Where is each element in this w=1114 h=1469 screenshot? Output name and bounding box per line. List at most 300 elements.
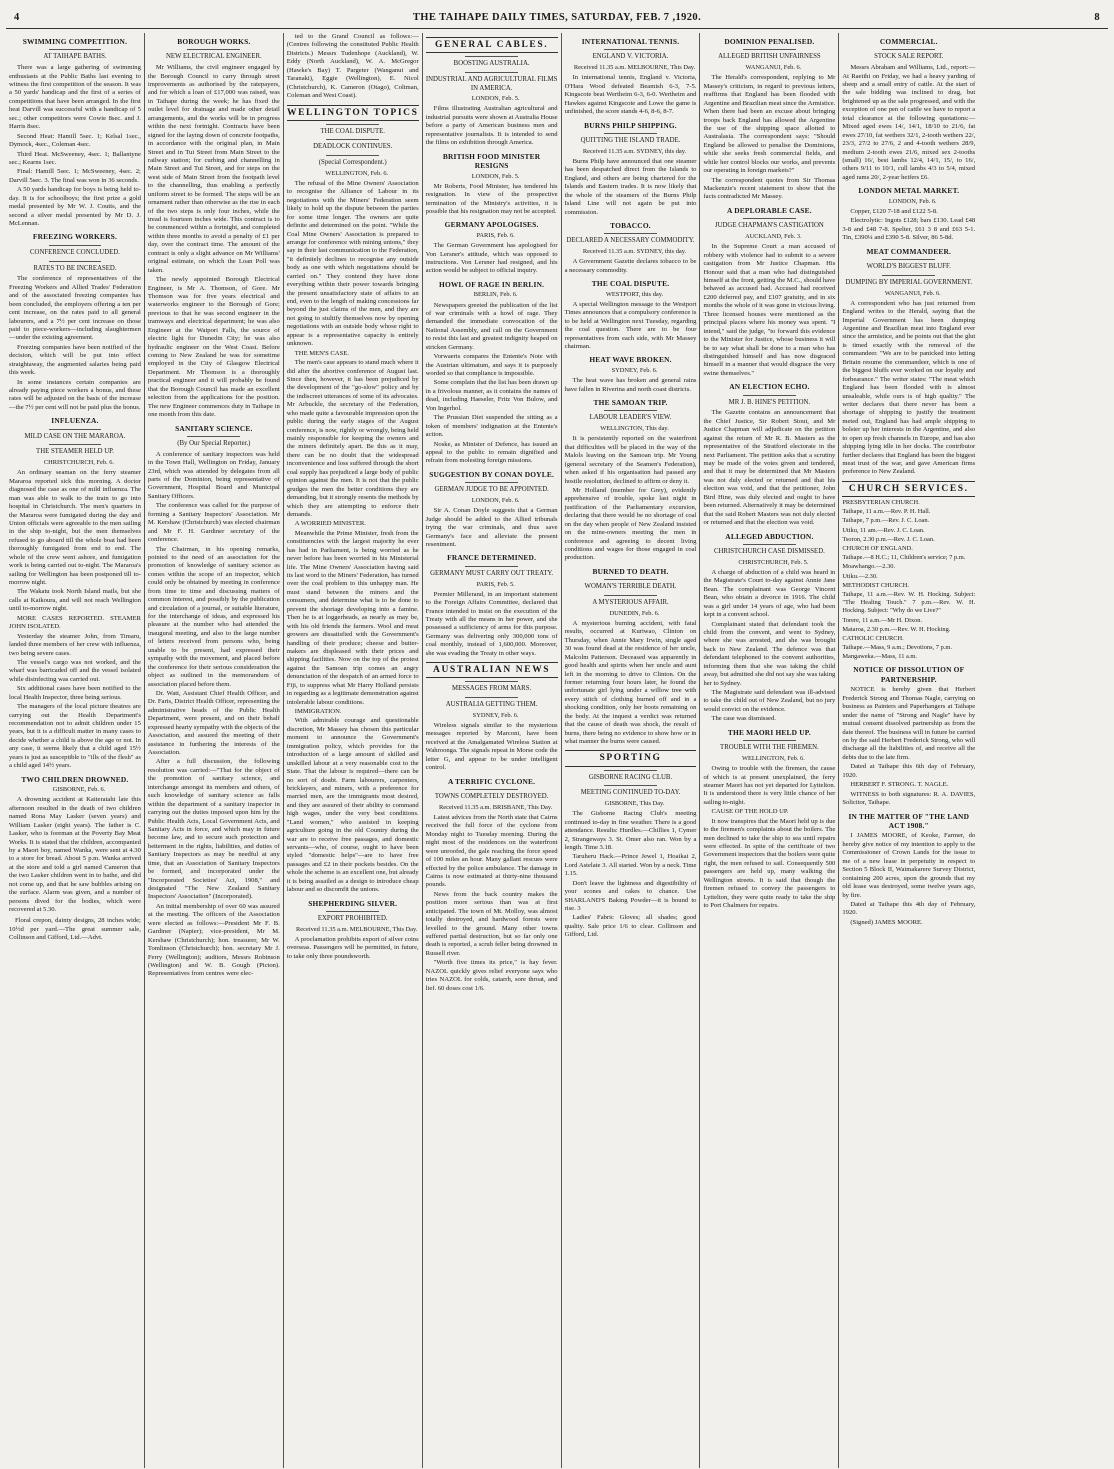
divider (326, 155, 379, 156)
paragraph: Taruheru Hack.—Prince Jewel 1, Hoaikai 2, Lord Astelate 3. All started. Won by a neck. Time 1.15. (564, 853, 697, 878)
masthead (6, 6, 1108, 29)
article-headline: CHURCH SERVICES. (842, 481, 975, 497)
article-body (426, 242, 558, 276)
article (287, 899, 419, 962)
article-headline: THE COAL DISPUTE. (591, 279, 670, 289)
article-body (426, 722, 558, 773)
divider (49, 49, 102, 50)
article-dateline: LONDON, Feb. 6. (471, 497, 520, 504)
article-subheading: CONFERENCE CONCLUDED. (30, 248, 120, 256)
article-body (842, 208, 975, 243)
article-headline: THE SAMOAN TRIP. (593, 397, 668, 407)
article-body (565, 620, 697, 747)
paragraph: A 50 yards handicap for boys is being held to-day. It is for schoolboys; the first prize a gold medal presented by Mr W. J. Coutts, and the second a silver medal presented by Mr D. J. McLennan. (9, 186, 141, 228)
article-body (703, 74, 835, 202)
paragraph: Newspapers greeted the publication of the list of war criminals with a howl of rage. They demanded the immediate convocation of the National Assembly, and call on the Government to resist this last and greatest indignity heaped on stricken Germany. (425, 301, 558, 351)
article-dateline: CHRISTCHURCH, Feb. 5. (738, 558, 809, 566)
paragraph: Mr Roberts, Food Minister, has tendered his resignation. In view of the prospective termination of the Ministry's activities, it is possible that his resignation may not be accepted. (425, 182, 558, 216)
divider (604, 133, 657, 134)
paragraph: The Gisborne Racing Club's meeting continued to-day in fine weather. There is a good attendance. Results: Hurdles.—Chillies 1, Cymer 2, Strangeways 3. St. Omer also ran. Won by a length. Time 3.18. (564, 810, 697, 851)
article-dateline: GISBORNE, Feb. 6. (52, 786, 106, 794)
article-dateline: BERLIN, Feb. 6. (473, 291, 518, 299)
article-body (565, 158, 697, 217)
article (565, 355, 697, 394)
paragraph: Wireless signals similar to the mysterious messages reported by Marconi, have been received at the Amalgamated Wireless Station at Wahroonga. The signals repeat in Morse code the letter G, and appear to be under intelligent control. (425, 721, 558, 772)
article (148, 424, 280, 979)
listing-line: Utiku, 11 am.—Rev. J. C. Loan. (842, 526, 925, 534)
article (426, 470, 558, 550)
page-number: 8 (1094, 11, 1100, 23)
paragraph: WITNESS to both signatures: R. A. DAVIES, Solicitor, Taihape. (842, 790, 976, 807)
divider (49, 444, 102, 445)
paragraph: MORE CASES REPORTED. STEAMER JOHN ISOLATED. (9, 614, 141, 631)
paragraph: Premier Millerand, in an important statement to the Foreign Affairs Committee, declared that France intended to insist on the execution of the Treaty with all the means in her power, and she possessed a sufficiency of arms for this purpose. Germany was delivering only 300,000 tons of coal monthly, instead of 1,600,000. Moreover, she was evading the Treaty in other ways. (425, 590, 558, 657)
paragraph: An ordinary seaman on the ferry steamer Mararoa reported sick this morning. A doctor diagnosed the case as one of mild influenza. The man was able to walk to the train to go into hospital in Christchurch. The men's quarters in the Mararoa were fumigated during the day and Union officials were agreeable to the men sailing in the ship to-night, but the men themselves refused to go aboard till the whole boat had been thoroughly fumigated from end to end. The whole of the crew went ashore, and fumigation work is being carried out to-night. The Mararoa's sailing for Wellington has been postponed till to-morrow night. (9, 469, 141, 587)
article-body (287, 33, 419, 101)
article-subheading: MR J. B. HINE'S PETITION. (728, 398, 811, 406)
article-subheading: QUITTING THE ISLAND TRADE. (580, 137, 681, 144)
article-dateline: WANGANUI, Feb. 6. (745, 64, 802, 72)
article-subheading: TOWNS COMPLETELY DESTROYED. (434, 793, 549, 801)
article-subheading: DUMPING BY IMPERIAL GOVERNMENT. (845, 278, 973, 286)
paragraph: A correspondent who has just returned from England writes to the Herald, saying that the Imperial Government has been dumping Argentine and Brazilian meat into England ever since the armistice, and he points out that the glut is timed exactly with the removal of the commandeer. "We are to be panicked into letting Britain resume the commandeer, which is one of the biggest bluffs ever worked on our loyalty and forbearance." The writer states: "The meat which England has been flooded with is almost unsaleable, while ours is of high quality." The writer declares that there never has been a shortage of shipping to justify the treatment meted out, England has had ample shipping to bolster up her interests in the Argentine, and also to open up fresh channels in Europe, and has also shipping lying idle in her docks. The contributor further declares that England has been the biggest meat trust of the war, and gave American firms preference to New Zealand. (842, 299, 976, 476)
paragraph: The Magistrate said defendant was ill-advised to take the child out of New Zealand, but no jury would convict on the evidence. (703, 689, 836, 713)
article (703, 37, 835, 202)
paragraph: An initial membership of over 60 was assured at the meeting. The officers of the Association were elected as follows:—President Mr F. B. Gardiner (Napier); vice-president, Mr M. Kershaw (Christchurch); hon. treasurer, Mr W. Tomlinson (Christchurch); hon. secretary Mr J. Ferry (Wellington); auditors, Messrs Robinson (Wellington) and W. B. Gough (Picton). Representatives from centres were elec- (147, 902, 280, 978)
paragraph: The conference was called for the purpose of forming a Sanitary Inspectors' Association. Mr M. Kershaw (Christchurch) was elected chairman and Mr F. H. Gardiner secretary of the conference. (147, 502, 280, 544)
article-subheading: (By Our Special Reporter.) (177, 440, 251, 447)
article-dateline: LONDON, Feb. 5. (471, 172, 520, 180)
article-body (426, 302, 558, 466)
listing-line: Mataroa, 2.30 p.m.—Rev. W. H. Hocking. (842, 625, 951, 633)
article-subheading: AUSTRALIA GETTING THEM. (445, 701, 538, 709)
paragraph: THE MEN'S CASE. (294, 349, 349, 357)
listing-line: Torere, 11 a.m.—Mr H. Dixon. (842, 616, 923, 624)
article-headline: BOROUGH WORKS. (177, 37, 251, 46)
article-subheading: RATES TO BE INCREASED. (33, 264, 117, 272)
article (565, 221, 697, 275)
article-body (287, 936, 419, 961)
divider (604, 579, 657, 580)
article-body (565, 301, 697, 352)
divider (465, 56, 518, 57)
listing-line: Taihape.—Mass, 9 a.m.; Devotions, 7 p.m. (842, 644, 952, 652)
article (842, 186, 975, 242)
divider (465, 789, 518, 790)
article-dateline: LONDON, Feb. 6. (888, 197, 937, 205)
article-headline: BRITISH FOOD MINISTER RESIGNS (442, 151, 541, 171)
paragraph: The refusal of the Mine Owners' Association to recognise the Alliance of Labour in its negotiations with the Miners' Federation seem likely to hold up the dispute between the parties for some time longer. The owners are quite definite and determined on the point. "While the Coal Mine Owners' Association is prepared to arrange for conference with mining unions," they say in their last communication to the Federation, "it definitely declines to recognise any outside body as one with which negotiations should be carried on." They contend they have done everything within their power towards bringing the present unsatisfactory state of affairs to an end, even to the length of making concessions far beyond the just claims of the men, and they are not going to stultify themselves now by opening negotiations with an outside body whose right to appear is a representative capacity is entirely unknown. (286, 179, 419, 348)
article-headline: AUSTRALIAN NEWS (426, 662, 558, 678)
article-headline: IN THE MATTER OF "THE LAND ACT 1908." (848, 811, 970, 830)
article-dateline: WELLINGTON, This day. (600, 425, 669, 433)
article (703, 382, 835, 527)
paragraph: Vorwaerts compares the Entente's Note with the Austrian ultimatum, and says it is purposely worded so that compliance is impossible. (425, 353, 558, 378)
paragraph: It now transpires that the Maori held up is due to the firemen's complaints about the boilers. The men declined to take the ship to sea until repairs were effected. In spite of the certificate of two Government inspectors that the boilers were quite right, the men refused to sail. Consequently 500 passengers are held up, many walking the Wellington streets. It is said that though the firemen refused to convey the passengers to Lyttelton, they were quite ready to take the ship to Port Chalmers for repairs. (703, 817, 836, 910)
article-body (9, 275, 141, 412)
article-subheading: DECLARED A NECESSARY COMMODITY. (566, 237, 695, 245)
article-headline: BURNS PHILP SHIPPING. (584, 120, 677, 130)
paragraph: NOTICE is hereby given that Herbert Frederick Strong and Thomas Nagle, carrying on business as Painters and Paperhangers at Taihape under the name of "Strong and Nagle" have by mutual consent dissolved partnership as from the date thereof. The business will in future be carried on by the said Herbert Frederick Strong, who will discharge all the liabilities of, and receive all the debts due to the late firm. (842, 686, 976, 761)
article-subheading: WORLD'S BIGGEST BLUFF. (866, 263, 951, 271)
article-body (842, 686, 975, 807)
paragraph: Third Heat. McSweeney, 4sec. 1; Ballantyne sec.; Kearns 1sec. (9, 150, 141, 166)
paragraph: After a full discussion, the following resolution was carried:—"That for the object of the promotion of sanitary science, and interchange amongst its members and others, of such knowledge of sanitary science as falls within the department of a sanitary inspector in carrying out the duties imposed upon him by the Public Health Acts, Local Government Acts, and Sanitary Acts in force, and which may in future become law, and to secure such protection and betterment in the rights, liabilities, and duties of Sanitary Inspectors as may be needful at any time, that an Association of Sanitary Inspectors be formed, and incorporated under the "Incorporated Societies' Act, 1908," and designated "The New Zealand Sanitary Inspectors' Association" (Incorporated). (147, 758, 280, 901)
paragraph: In international tennis, England v. Victoria, O'Hara Wood defeated Beamish 6-3, 7-5. Kingscote beat Wertheim 6-3, 6-0. Wertheim and Hawkes against Kingscote and Lowe the game is unfinished, the score stands 4-6, 8-6, 8-7. (564, 74, 697, 116)
article (287, 105, 419, 895)
listing-line: Taihape, 7 p.m.—Rev. J. C. Loan. (842, 517, 930, 525)
article-subheading: EXPORT PROHIBITED. (317, 915, 388, 923)
article-dateline: Received 11.35 a.m. MELBOURNE, This Day. (573, 64, 696, 72)
divider (187, 436, 240, 437)
divider (743, 395, 796, 396)
divider (882, 259, 935, 260)
paragraph: Noske, as Minister of Defence, has issued an appeal to the public to remain dignified and refrain from molesting foreign missions. (425, 440, 558, 465)
paragraph: In the Supreme Court a man accused of robbery with violence had to submit to a severe castigation from Mr Justice Chapman. His Honour said that a man who had distinguished himself at the front, getting the M.C., should have behaved as accused had. Accused had received £200 deferred pay, and £107 gratuity, and in six months the whole of it was gone in vicious living. Three licensed houses were mentioned as the principal places where his money was spent. "I intend," said the judge, "to forward this evidence to the Minister for Justice, whose business it will be to say what shall be done to a man who has distinguished himself and has now disgraced himself in a manner that would disgrace the very swine themselves." (703, 243, 836, 377)
article-headline: FRANCE DETERMINED. (447, 553, 537, 563)
paragraph: The German Government has apologised for Von Lersner's attitude, which was opposed to instructions. Von Lersner had resigned, and his action would be subject to official inquiry. (425, 242, 558, 275)
article (842, 812, 975, 928)
article-body (703, 243, 835, 378)
paragraph: A proclamation prohibits export of silver coins overseas. Passengers will be permitted, in future, to take only three poundsworth. (286, 936, 419, 960)
column-4 (423, 33, 562, 1468)
article (426, 662, 558, 772)
article-subheading: AT TAIHAPE BATHS. (43, 53, 107, 61)
column-3 (284, 33, 423, 1468)
paragraph: Mr Holland (member for Grey), evidently apprehensive of trouble, spoke last night in justification of the Parliamentary excursion, declaring that there would be no shortage of coal on the day when people of New Zealand insisted on the mine-owners meeting the men in conference and agreeing to decent living conditions and wages for those engaged in coal production. (564, 486, 697, 562)
article (9, 775, 141, 943)
listing-line: Taihape, 11 a.m.—Rev. P. H. Hall. (842, 508, 931, 516)
article-body (287, 180, 419, 895)
divider (604, 233, 657, 234)
paragraph: IMMIGRATION. (294, 708, 342, 716)
article-subheading: BOOSTING AUSTRALIA. (453, 60, 530, 68)
article-body (426, 105, 558, 147)
article-headline: BURNED TO DEATH. (592, 566, 669, 576)
article-headline: WELLINGTON TOPICS (287, 105, 419, 121)
paragraph: The Wakatu took North Island mails, but she calls at Kaikoura, and will not reach Wellington until to-morrow night. (9, 588, 141, 613)
divider (326, 124, 379, 125)
article-dateline: GISBORNE, This Day. (604, 800, 665, 807)
article-subheading: GERMAN JUDGE TO BE APPOINTED. (434, 486, 549, 494)
paragraph: Mr Williams, the civil engineer engaged by the Borough Council to carry through street improvements as authorised by the ratepayers, and for which a loan of £17,000 was raised, was in Taihape during the week; he has fixed the outlet level for drainage and made other detail arrangements, and the works will be in progress within the next fortnight. Contracts have been signed for the laying down of concrete footpaths, in accordance with the original plan, in Main Street and in Tui Street from Main Street to the railway station; for curbing and channelling in Main Street and Tui Street, and for steps on the west side of Main Street from the footpath level to the channelling, thus enabling a perfectly uniform street to be formed. The steps will be an ornament rather than otherwise as the rise in each of the two steps is only four inches, while the tread is fourteen inches wide. This contract is to be commenced within a fortnight, and completed within three months to avoid a penalty of £1 per day, over the contract time. The amount of the contract is only a slight advance on Mr Williams' original estimate, on which the Loan Poll was taken. (147, 64, 280, 274)
article-dateline: Received 11.35 a.m. BRISBANE, This Day. (439, 803, 553, 811)
paragraph: A charge of abduction of a child was heard in the Magistrate's Court to-day against Annie Jane Bean. The complainant was George Vincent Bean, who obtain a divorce in 1916. The child was a girl under 14 years of age, who had been kept in a convent school. (703, 568, 836, 619)
article-headline: THE MAORI HELD UP. (727, 727, 811, 737)
paragraph: The Chairman, in his opening remarks, pointed to the need of an association for the promotion of knowledge of sanitary science as comes within the scope of an inspector, which could only be obtained by meeting in conference from time to time and discussing matters of common interest, and possibly by the publication and circulation of a journal, or suitable literature, for the interchange of ideas, and expressed his pleasure at the number who had attended the inaugural meeting, and also to the large number of letters received from persons who, being unable to be present, had expressed their sympathy with the movement, and placed before the conference for their serious consideration the object as outlined in the memorandum of association placed before them. (147, 545, 280, 688)
paragraph: CAUSE OF THE HOLD UP. (711, 808, 789, 816)
article-headline: HEAT WAVE BROKEN. (589, 355, 672, 365)
article-body (148, 451, 280, 979)
article-body (703, 765, 835, 910)
article-headline: FREEZING WORKERS. (32, 232, 118, 242)
article-body (565, 258, 697, 275)
article-subheading: GERMANY MUST CARRY OUT TREATY. (430, 569, 554, 577)
article-subheading: STOCK SALE REPORT. (874, 53, 944, 61)
paragraph: I JAMES MOORE, of Keoke, Farmer, do hereby give notice of my intention to apply to the Commissioner of Crown Lands for the issue to me of a new lease in perpetuity in respect to Section 5 Block II, Waimakarere Survey District, containing 200 acres, upon the grounds that my old lease was destroyed, some twelve years ago, by fire. (842, 832, 976, 899)
article-subheading: MESSAGES FROM MARS. (452, 685, 532, 693)
article-headline: HOWL OF RAGE IN BERLIN. (439, 279, 545, 289)
paragraph: Yesterday the steamer John, from Timaru, landed three members of her crew with influenza, two being severe cases. (9, 632, 141, 657)
divider (465, 72, 518, 73)
paragraph: Second Heat: Hamill 5sec. 1; Kelsal 1sec., Dymock, 4sec., Coleman 4sec. (9, 132, 141, 149)
article-headline: DOMINION PENALISED. (724, 37, 815, 46)
article-body (842, 832, 975, 927)
paragraph: The vessel's cargo was not worked, and the wharf was barricaded off and the vessel isolated while disinfecting was carried out. (9, 658, 141, 683)
article (426, 37, 558, 148)
article-headline: SUGGESTION BY CONAN DOYLE. (429, 469, 555, 479)
article (9, 416, 141, 770)
article-body (426, 507, 558, 549)
divider (882, 49, 935, 50)
paragraph: HERBERT F. STRONG. T. NAGLE. (850, 781, 949, 789)
divider (465, 681, 518, 682)
listing-line: CATHOLIC CHURCH. (842, 634, 904, 642)
article-body (9, 796, 141, 914)
article-subheading: MILD CASE ON THE MARAROA. (24, 432, 126, 440)
article (565, 750, 697, 939)
article-dateline: Received 11.35 a.m. MELBOURNE, This Day. (296, 925, 418, 933)
paragraph: The heat wave has broken and general rains have fallen in Riverina and north coast districts. (564, 377, 697, 393)
article-dateline: DUNEDIN, Feb. 6. (609, 609, 660, 617)
article-dateline: WELLINGTON, Feb. 6. (741, 754, 805, 762)
paragraph: Don't leave the lightness and digestibility of your scones and cakes to chance. Use SHARLAND'S Baking Powder—it is bound to rise. 3 (564, 879, 697, 912)
paragraph: Dated at Taihape this 6th day of February, 1920. (842, 763, 976, 779)
divider (49, 261, 102, 262)
divider (604, 785, 657, 786)
article-dateline: PARIS, Feb. 6. (476, 231, 515, 239)
article-subheading: LABOUR LEADER'S VIEW. (589, 414, 672, 422)
article-headline: A DEPLORABLE CASE. (727, 205, 812, 215)
article-body (426, 183, 558, 217)
article-dateline: WELLINGTON, Feb. 6. (325, 169, 389, 177)
paragraph: Meanwhile the Prime Minister, fresh from the constituencies with the largest majority he ever has had in Parliament, is being worried as he never before has been worried in his Ministerial life. The Mine Owners' Association having said its last word to the Miners' Federation, has turned over the coal problem to this unhappy man. He must stand between the miners and the consumers, and determine what is to be done to prevent the shortage developing into a famine. Then he is at loggerheads, as nearly as may be, with his old friends the farmers. Wool and meat growers are dissatisfied with the Government's handling of their produce; cheese and butter-makers are displeased with their prices and shipping facilities. Now on the top of the protest against the Samoan trip comes an angry denunciation of the despatch of an armed force to Fiji, to suppress what Mr Harry Holland persists in regarding as a legitimate demonstration against intolerable labour conditions. (286, 529, 419, 706)
article-body (565, 377, 697, 394)
paragraph: There was a large gathering of swimming enthusiasts at the Public Baths last evening to witness the first competition of the season. It was a 50 yards' handicap and the first of a series of competitions that have been arranged. In the first heat Darvill was successful with a handicap of 5 sec.; other competitors were Cowie 8sec. and J. Harris 8sec. (9, 64, 141, 131)
article-body (565, 810, 697, 940)
article-subheading: TROUBLE WITH THE FIREMEN. (720, 744, 819, 752)
article (148, 37, 280, 420)
paragraph: Latest advices from the North state that Cairns received the full force of the cyclone from Monday night to Tuesday morning. During the night most of the residences on the waterfront were unroofed, the gale reaching the force speed of 100 miles an hour. Many gallant rescues were effected by the police ambulance. The damage in Cairns is now estimated at thirty-nine thousand pounds. (425, 813, 558, 889)
article-subheading: MEETING CONTINUED TO-DAY. (580, 789, 681, 797)
article-subheading: THE COAL DISPUTE. (320, 127, 385, 135)
newspaper-title: THE TAIHAPE DAILY TIMES, SATURDAY, FEB. 7 ,1920. (412, 11, 702, 23)
article (703, 728, 835, 911)
article-headline: A TERRIFIC CYCLONE. (448, 776, 536, 786)
article-body (148, 64, 280, 419)
article-headline: SHEPHERDING SILVER. (308, 898, 398, 908)
article-headline: GENERAL CABLES. (426, 37, 558, 53)
paragraph: Some complain that the list has been drawn up in a frivolous manner, as it contains the names of dead, including Haeseler, Fritz Von Bulow, and Von Ingerhol. (425, 379, 558, 412)
article-body (703, 569, 835, 724)
article-dateline: WANGANUI, Feb. 6. (884, 289, 941, 297)
article (842, 247, 975, 477)
columns (6, 33, 1108, 1468)
divider (604, 49, 657, 50)
paragraph: The correspondent quotes from Sir Thomas Mackenzie's recent statement to show that the facts contradicted Mr Massey. (703, 176, 836, 201)
divider (604, 595, 657, 596)
article-subheading: CHRISTCHURCH CASE DISMISSED. (713, 548, 825, 555)
column-1 (6, 33, 145, 1468)
article (842, 37, 975, 182)
article-dateline: SYDNEY, Feb. 6. (472, 711, 519, 719)
article-subheading: ALLEGED BRITISH UNFAIRNESS (718, 53, 821, 61)
article-headline: AN ELECTION ECHO. (729, 382, 810, 392)
article-subheading: INDUSTRIAL AND AGRICULTURAL FILMS IN AMERICA. (425, 75, 558, 92)
paragraph: It is persistently reported on the waterfront that difficulties will be placed in the way of the Malols leaving on the Samoan trip. Mr Young (general secretary of the Seamen's Federation), when asked if his organisation had passed any hostile resolution, declined to affirm or deny it. (564, 435, 697, 485)
article-headline: TOBACCO. (610, 220, 651, 230)
article (842, 481, 975, 662)
paragraph: ted to the Grand Council as follows:—(Centres following the constituted Public Health Districts.) Messrs Tudenhope (Auckland), W. Eddy (North Auckland), W. A. McGregor (Hawke's Bay) T. Pargeter (Wanganui and Taranaki), Eggie (Wellington), E. Nicol (Christchurch), K. Cameron (Otago), Coltman, Coleman and West Coast). (286, 33, 419, 100)
divider (49, 429, 102, 430)
article-headline: GERMANY APOLOGISES. (444, 220, 539, 230)
article (426, 777, 558, 994)
paragraph: News from the back country makes the position more serious than was at first anticipated. The town of Mt. Molloy, was almost totally destroyed, and hardwood forests were levelled to the ground. Many other towns suffered partial destruction, but so far only one death is reported, a scrub feller being drowned in Russell river. (425, 890, 558, 957)
paragraph: Six additional cases have been notified to the local Health Inspector, three being serious. (9, 685, 141, 701)
article-subheading: THE STEAMER HELD UP. (36, 448, 114, 456)
article (9, 37, 141, 228)
article-dateline: Received 11.35 a.m. SYDNEY, this day. (582, 147, 687, 155)
article-headline: LONDON METAL MARKET. (858, 186, 960, 196)
article (842, 665, 975, 807)
article (565, 37, 697, 117)
listing-line: Mangaweka.—Mass, 11 a.m. (842, 653, 918, 661)
article-headline: TWO CHILDREN DROWNED. (21, 774, 129, 784)
folio-mark: 4 (14, 11, 20, 23)
article-dateline: SYDNEY, Feb. 6. (611, 366, 658, 374)
paragraph: Electrolytic: Ingots £128; bars £130. Lead £48 3-8 and £48 7-8. Spelter, £61 3 8 and £63 5-1. Tin, £390¼ and £390 5-8. Silver, 86 5-8d. (842, 217, 976, 242)
paragraph: Owing to trouble with the firemen, the cause of which is at present unexplained, the ferry steamer Maori has not yet departed for Lyttelton. It is understood there is very little chance of her sailing to-night. (703, 765, 836, 806)
divider (465, 482, 518, 483)
paragraph: (Signed) JAMES MOORE. (850, 918, 923, 926)
article-headline: NOTICE OF DISSOLUTION OF PARTNERSHIP. (853, 665, 965, 684)
divider (882, 275, 935, 276)
article (426, 280, 558, 466)
article-body (426, 814, 558, 993)
article-body (842, 300, 975, 477)
column-6 (700, 33, 839, 1468)
paragraph: Dr. Watt, Assistant Chief Health Officer, and Dr. Faris, District Health Officer, representing the administrative heads of the Public Health Department, were present, and on their behalf expressed hearty sympathy with the objects of the Association, and assured the meeting of their assistance in furthering the interests of the Association. (147, 689, 280, 756)
paragraph: Ladies' Fabric Gloves; all shades; good quality. Sale price 1/6 to clear. Collinson and Gifford, Ltd. (564, 914, 697, 939)
article-body (565, 74, 697, 116)
paragraph: With admirable courage and questionable discretion, Mr Massey has chosen this particular moment to announce the Government's immigration policy, which provides for the introduction of a large amount of skilled and unskilled labour at a very reasonable cost to the State. That the labour is required—there can be no sort of doubt. Farm labourers, carpenters, bricklayers, and miners, with a preference for married men, are the immigrants most desired, and they are assured of their ability to command high wages, under the very best conditions. "Land women," who assisted in keeping agriculture going in the old Country during the war are to receive free passages, and domestic servants—who, of course, ought to have been styled "domestic helps"—are to have free passages and £2 in their pockets besides. On the whole the scheme is an excellent one, but already it is being assailed as a design to introduce cheap labour and so discomfit the unions. (286, 717, 419, 894)
article-subheading: ENGLAND V. VICTORIA. (592, 53, 669, 61)
paragraph: Burns Philp have announced that one steamer has been despatched direct from the Islands to England, and others are being chartered for the Islands and Eastern trades. It is now likely that the whole of the steamers of the Burns Philp Island Line will not again be put into commission. (564, 157, 697, 216)
article-body (842, 64, 975, 182)
listing-line: METHODIST CHURCH. (842, 581, 909, 589)
paragraph: Dated at Taihape this 4th day of February, 1920. (842, 900, 976, 917)
paragraph: A drowning accident at Kaiteratahi late this afternoon resulted in the death of two children named Rona May Lasker (seven years) and William Lasker (eight years). The father is C. Lasker, who is foreman at the Poverty Bay Meat Works. It is stated that the children, accompanied by a Maori boy, named Wanka, were sent at 4.30 to a store for bread. About 5 p.m. Wanka arrived at the store and told a girl named Cameron that the two Lasker children went in to bathe, and did not come up, and that he saw bubbles arising on the surface. Alarm was given, and a number of persons dived for the bodies, which were recovered at 5.30. (9, 796, 141, 913)
listing-line: PRESBYTERIAN CHURCH. (842, 499, 920, 507)
paragraph: The men's case appears to stand much where it did after the abortive conference of August last. Since then, however, it has been prejudiced by the development of the "go-slow" policy and by the indiscreet utterances of some of its advocates. Mr Arbuckle, the secretary of the Federation, who made quite a favourable impression upon the public during the early stages of the August conference, is now, rightly or wrongly, being held mainly responsible for keeping the owners and the miners definitely apart. Be this as it may, there can be no doubt that the widespread inconvenience and loss suffered through the short coal supply has prejudiced a large body of public opinion against the men. It is not that the public grudges the men the better conditions they are demanding, but it strongly resents the methods by which they are attempting to enforce their demands. (286, 359, 419, 518)
article-headline: ALLEGED ABDUCTION. (725, 531, 814, 541)
divider (465, 566, 518, 567)
article (565, 279, 697, 351)
article-headline: MEAT COMMANDEER. (866, 246, 952, 256)
paragraph: A Government Gazette declares tobacco to be a necessary commodity. (564, 258, 697, 274)
paragraph: The managers of the local picture theatres are carrying out the Health Department's recommendation not to admit children under 15 years, but it is a difficult matter in many cases to decide whether a child is above the age or not. In any case, it seems likely that a child aged 15½ years is just as susceptible to "ills of the flesh" as a child aged 14½ years. (9, 703, 141, 770)
divider (743, 740, 796, 741)
article-headline: COMMERCIAL. (879, 37, 938, 46)
article (565, 398, 697, 563)
paragraph: Copper, £120 7-18 and £122 5-8. (850, 207, 938, 215)
article-dateline: LONDON, Feb. 5. (471, 95, 520, 103)
paragraph: Messrs Abraham and Williams, Ltd., report:—At Raetihi on Friday, we had a heavy yarding of sheep and a small entry of cattle. At the start of the sale bidding was inclined to drag, but brightened up as the sale progressed, and with the exception of one pen of cattle we have to report a total clearance at the following quotations:—Mixed aged ewes 14/, 14/1, 18/10 to 21/6, fat ewes 27/10, fat wethers 32/1, 2-tooth wethers 22/, 23/3, 27/2 to 27/6, 2 and 4-tooth wethers 28/9, medium 2-tooth ewes 21/6, mixed sex 2-tooths (small) 16/, best lambs 12/4, 14/1, 15/, to 16/, others 9/11 to 10/1, cull lambs 4/3 to 5/4, mixed aged rams 20/, 2-year heifers £6. (842, 64, 976, 181)
column-7 (839, 33, 978, 1468)
article (565, 121, 697, 217)
paragraph: A mysterious burning accident, with fatal results, occurred at Kuriwao, Clinton on Thursday, when Annie Mary Irwin, single aged 30 was found dead at the residence of her uncle, Malcolm Patterson. Deceased was apparently in good health and spirits when her uncle and aunt left in the morning to drive to Clinton. On the former returning four hours later, he found the unfortunate girl lying under a willow tree with every stitch of clothing burned off and in a shocking condition, only her boots remaining on the body. At the inquest a verdict was returned that the cause of death was shock, the result of burns, there being no evidence to show how or in what manner the burns were caused. (564, 619, 697, 746)
paragraph: In some instances certain companies are already paying piece workers a bonus, and these rates will be adjusted on the basis of the increase—the 7½ per cent will not be paid plus the bonus. (9, 378, 141, 411)
divider (743, 544, 796, 545)
article-headline: INTERNATIONAL TENNIS. (581, 37, 680, 46)
article-dateline: PARIS, Feb. 5. (476, 580, 515, 588)
paragraph: The conference of representatives of the Freezing Workers and Allied Trades' Federation and of the associated freezing companies has been concluded, the employers offering a ten per cent increase, on the rates paid to all general labourers, and a 7½ per cent increase on those paid to piece-workers—including slaughtermen—under the existing agreement. (9, 275, 141, 342)
divider (187, 49, 240, 50)
divider (49, 245, 102, 246)
article-headline: SANITARY SCIENCE. (175, 423, 253, 433)
article-body (426, 591, 558, 659)
article-dateline: AUCKLAND, Feb. 3. (745, 233, 802, 241)
listing-line: Taihape, 11 a.m.—Rev. W. H. Hocking. Subject: "The Healing Touch." 7 p.m.—Rev. W. H. Hocking. Subject: "Why do we Live?" (842, 590, 976, 615)
article-body (9, 469, 141, 770)
divider (604, 410, 657, 411)
article-dateline: Received 11.35 a.m. SYDNEY, this day. (582, 248, 687, 256)
paragraph: Freezing companies have been notified of the decision, which will be put into effect straightaway, the augmented salaries being paid this week. (9, 343, 141, 377)
article-subheading: DEADLOCK CONTINUES. (313, 143, 393, 151)
divider (604, 770, 657, 771)
divider (743, 218, 796, 219)
listing-line: Moawhango.—2.30. (842, 563, 896, 571)
divider (743, 49, 796, 50)
article (426, 220, 558, 275)
column-5 (562, 33, 701, 1468)
divider (326, 911, 379, 912)
paragraph: A WORRIED MINISTER. (294, 520, 366, 528)
article-subheading: WOMAN'S TERRIBLE DEATH. (584, 583, 677, 591)
listing-line: Tsoron, 2.30 p.m.—Rev. J. C. Loan. (842, 535, 935, 543)
article-dateline: WESTPORT, this day. (605, 290, 664, 298)
paragraph: The Herald's correspondent, replying to Mr Massey's criticism, in regard to previous letters, reaffirms that England has been flooded with Argentine and Brazilian meat since the Armistice. When there had been an excuse about bringing troops back England has allowed the Argentine the use of the shipping space allotted to Australasia. The correspondent says: "Should England be allowed to penalise the Dominions, while she seeks fresh commercial fields, and while her control blocks our works, and prevents our operating in foreign markets?" (703, 74, 836, 175)
divider (326, 139, 379, 140)
paragraph: Sir A. Conan Doyle suggests that a German Judge should be added to the Allied tribunals trying the war criminals, and thus save Germany's face and alleviate the present resentment. (425, 507, 558, 548)
article-headline: SPORTING (565, 750, 697, 766)
paragraph: The newly appointed Borough Electrical Engineer, is Mr A. Thomson, of Gore. Mr Thomson was for five years electrical and waterworks engineer to the Borough of Gore; previous to that he was second engineer in the tramways and electrical department; he was also Engineer at the Waipori Falls, the source of electric light for Dunedin City; he was also hydraulic engineer on the West Coast. Before coming to New Zealand he was for sometime employed in the City of Glasgow Electrical Department. Mr Thomson is a thoroughly practical engineer and it will probably be found that the Borough Council has made an excellent selection from the applications for the position. The new Engineer commences duty in Taihape in one month from this date. (147, 276, 280, 419)
paragraph: Final: Hamill 5sec. 1; McSweeney, 4sec. 2; Darvill 5sec. 3. The final was won in 36 seconds. (9, 168, 141, 184)
advertisement: Floral crepon, dainty designs, 28 inches wide; 10½d per yard.—The great summer sale, Collinson and Gifford, Ltd.—Advt. (9, 917, 141, 942)
article-body (703, 409, 835, 527)
church-listing (842, 499, 975, 661)
article-body (9, 64, 141, 228)
listing-line: CHURCH OF ENGLAND. (842, 545, 913, 552)
paragraph: A special Wellington message to the Westport Times announces that a compulsory conference is to be held at Wellington next Tuesday, regarding the coal question. There are to be four representatives from each side, with Mr Massey chairman. (564, 300, 697, 350)
article-subheading: GISBORNE RACING CLUB. (588, 773, 673, 781)
article-headline: INFLUENZA. (51, 416, 99, 426)
article-subheading: A MYSTERIOUS AFFAIR. (592, 599, 669, 607)
paragraph: A conference of sanitary inspectors was held in the Town Hall, Wellington on Friday, January 23rd, which was attended by delegates from all parts of the Dominion, being representative of Government, Hospital Board and Municipal Sanitary Officers. (147, 450, 280, 500)
article-subheading: JUDGE CHAPMAN'S CASTIGATION (714, 222, 824, 230)
column-2 (145, 33, 284, 1468)
listing-line: Utiku.—2.30. (842, 572, 878, 580)
article (426, 152, 558, 217)
article-subheading: (Special Correspondent.) (318, 159, 387, 167)
listing-line: Taihape.—8 H.C.; 11, Children's service; 7 p.m. (842, 554, 966, 562)
paragraph: The case was dismissed. (711, 715, 776, 723)
article-headline: SWIMMING COMPETITION. (22, 37, 128, 46)
article (426, 553, 558, 658)
paragraph: "Worth five times its price," is hay fever. NAZOL quickly gives relief everyone says who tries NAZOL for colds, catarrh, sore throat, and lief. 60 doses cost 1/6. (425, 959, 558, 992)
article-body (565, 435, 697, 563)
paragraph: The Gazette contains an announcement that the Chief Justice, Sir Robert Stout, and Mr Justice Chapman will adjudicate on the petition against the return of Mr R. B. Masters as the representative of the Stratford electorate in the next Parliament. The petition asks that a scrutiny may be made of the votes given and tendered, and that it may be determined that Mr Masters was not duly elected or returned and that his election was void, and that the petitioner, John Bird Hine, was duly elected and ought to have been returned. Alternatively it may be determined that the said Robert Masters was not duly elected or returned and that the election was void. (703, 409, 836, 527)
